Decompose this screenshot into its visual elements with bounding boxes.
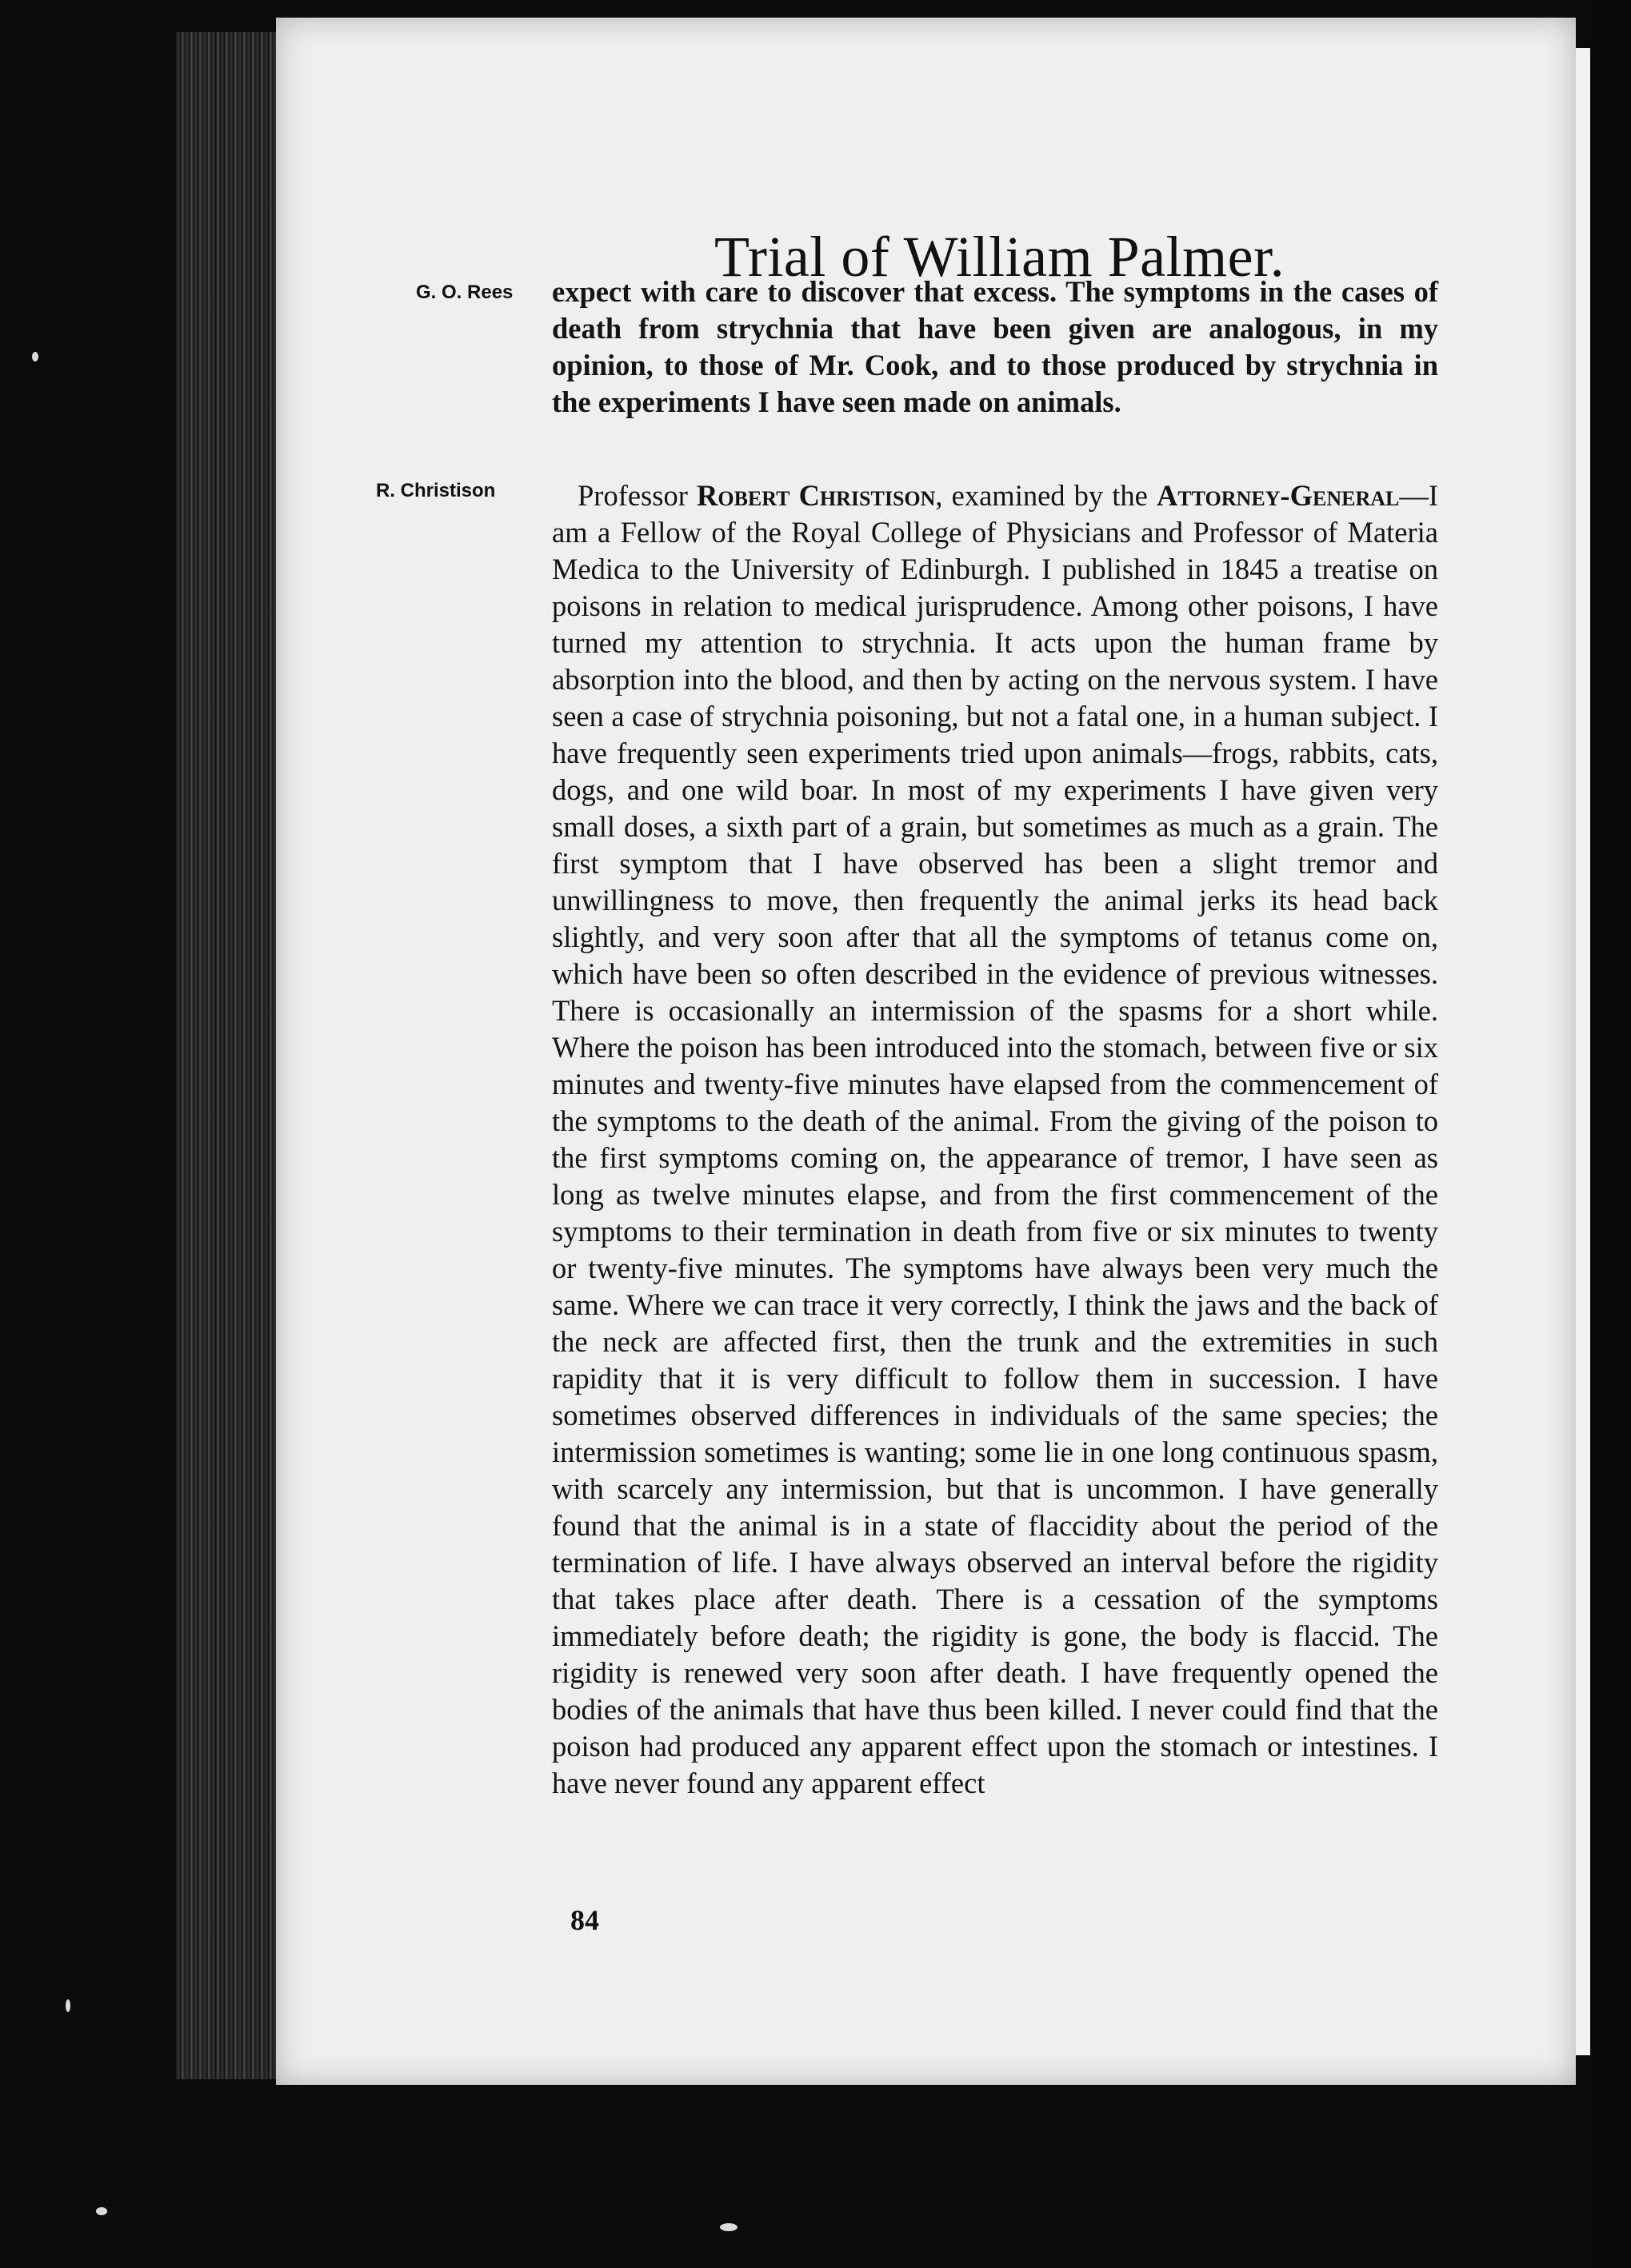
paragraph-lead: Professor [578, 479, 697, 512]
page-number: 84 [570, 1904, 599, 1936]
witness-name: Robert Christison [696, 479, 936, 512]
paragraph-mid: , examined by the [935, 479, 1157, 512]
scan-speck [32, 352, 38, 361]
book-binding-edge [176, 32, 280, 2079]
margin-label-christison: R. Christison [376, 480, 496, 501]
paragraph-christison-testimony [552, 477, 1438, 1802]
scan-speck [96, 2207, 107, 2215]
scan-speck [66, 1999, 70, 2012]
paragraph-body: —I am a Fellow of the Royal College of Physicians and Professor of Materia Medica to the University of Edinburgh. I published in 1845 a treatise on poisons in relation to medical jurisprudence. Among other poisons, I have turned my attention to strychnia. It acts upon the human frame by absorption into the blood, and then by acting on the nervous system. I have seen a case of strychnia poisoning, but not a fatal one, in a human subject. I have frequently seen experiments tried upon animals—frogs, rabbits, cats, dogs, and one wild boar. In most of my experiments I have given very small doses, a sixth part of a grain, but sometimes as much as a grain. The first symptom that I have observed has been a slight tremor and unwillingness to move, then frequently the animal jerks its head back slightly, and very soon after that all the symptoms of tetanus come on, which have been so often described in the evidence of previous witnesses. There is occasionally an intermission of the spasms for a short while. Where the poison has been introduced into the stomach, between five or six minutes and twenty-five minutes have elapsed from the commencement of the symptoms to the death of the animal. From the giving of the poison to the first symptoms coming on, the appearance of tremor, I have seen as long as twelve minutes elapse, and from the first commencement of the symptoms to their termination in death from five or six minutes to twenty or twenty-five minutes. The symptoms have always been very much the same. Where we can trace it very correctly, I think the jaws and the back of the neck are affected first, then the trunk and the extremities in such rapidity that it is very difficult to follow them in succession. I have sometimes observed differences in individuals of the same species; the intermission sometimes is wanting; some lie in one long continuous spasm, with scarcely any intermission, but that is uncommon. I have generally found that the animal is in a state of flaccidity about the period of the termination of life. I have always observed an interval before the rigidity that takes place after death. There is a cessation of the symptoms immediately before death; the rigidity is gone, the body is flaccid. The rigidity is renewed very soon after death. I have frequently opened the bodies of the animals that have thus been killed. I never could find that the poison had produced any apparent effect upon the stomach or intestines. I have never found any apparent effect [552, 479, 1438, 1799]
scan-border-right [1592, 0, 1631, 2268]
examiner-name: Attorney-General [1156, 479, 1400, 512]
paragraph-rees-testimony: expect with care to discover that excess. The symptoms in the cases of death from strychnia that have been given are analogous, in my opinion, to those of Mr. Cook, and to those produced by strychnia in the experiments I have seen made on animals. [552, 275, 1438, 418]
page-title: Trial of William Palmer. [714, 225, 1285, 289]
scan-speck [720, 2223, 738, 2231]
margin-label-rees: G. O. Rees [416, 282, 514, 303]
page-edge-strip [1576, 48, 1590, 2055]
